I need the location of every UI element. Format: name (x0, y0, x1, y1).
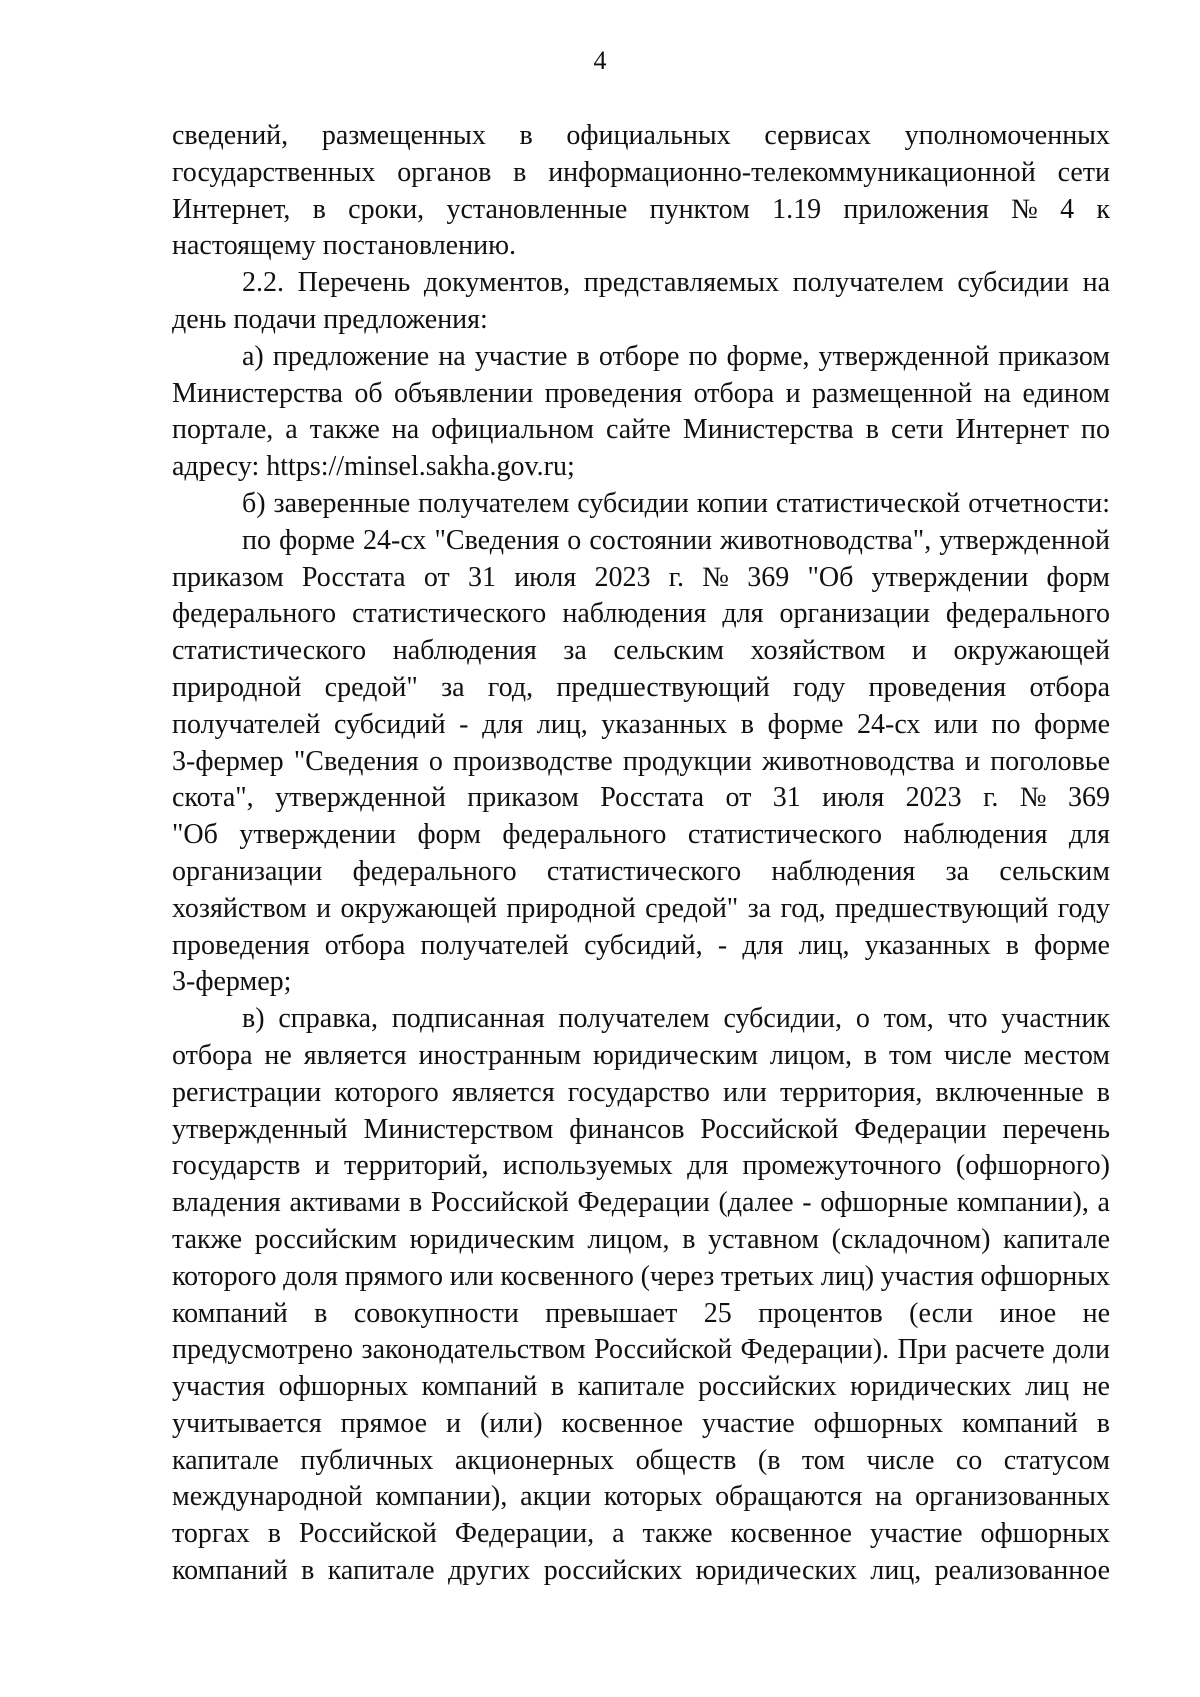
text-line: также российским юридическим лицом, в уставном (складочном) капитале (172, 1223, 1110, 1255)
text-line: предусмотрено законодательством Российской Федерации). При расчете доли (172, 1334, 1110, 1366)
text-line: утвержденный Министерством финансов Российской Федерации перечень (172, 1113, 1110, 1145)
text-line: 3-фермер "Сведения о производстве продукции животноводства и поголовье (172, 745, 1110, 777)
text-line: настоящему постановлению. (172, 230, 516, 262)
document-body (172, 118, 1110, 1590)
text-line: которого доля прямого или косвенного (через третьих лиц) участия офшорных (172, 1260, 1110, 1292)
text-line: б) заверенные получателем субсидии копии статистической отчетности: (242, 487, 1110, 519)
text-line: "Об утверждении форм федерального статистического наблюдения для (172, 819, 1110, 851)
text-line: по форме 24-сх "Сведения о состоянии животноводства", утвержденной (242, 524, 1110, 556)
text-line: 2.2. Перечень документов, представляемых получателем субсидии на (242, 267, 1110, 299)
text-line: Интернет, в сроки, установленные пунктом 1.19 приложения № 4 к (172, 193, 1110, 225)
text-line: хозяйством и окружающей природной средой" за год, предшествующий году (172, 892, 1110, 924)
text-line: природной средой" за год, предшествующий году проведения отбора (172, 671, 1110, 703)
text-line: отбора не является иностранным юридическим лицом, в том числе местом (172, 1039, 1110, 1071)
text-line: регистрации которого является государство или территория, включенные в (172, 1076, 1110, 1108)
text-line: компаний в капитале других российских юридических лиц, реализованное (172, 1555, 1110, 1587)
text-line: федерального статистического наблюдения для организации федерального (172, 598, 1110, 630)
text-line: торгах в Российской Федерации, а также косвенное участие офшорных (172, 1518, 1110, 1550)
text-line: статистического наблюдения за сельским хозяйством и окружающей (172, 635, 1110, 667)
text-line: государств и территорий, используемых для промежуточного (офшорного) (172, 1150, 1110, 1182)
text-line: капитале публичных акционерных обществ (в том числе со статусом (172, 1444, 1110, 1476)
text-line: государственных органов в информационно-телекоммуникационной сети (172, 156, 1110, 188)
text-line: участия офшорных компаний в капитале российских юридических лиц не (172, 1371, 1110, 1403)
page-number: 4 (593, 46, 607, 75)
text-line: скота", утвержденной приказом Росстата от 31 июля 2023 г. № 369 (172, 782, 1110, 814)
text-line: проведения отбора получателей субсидий, - для лиц, указанных в форме (172, 929, 1110, 961)
text-line: в) справка, подписанная получателем субсидии, о том, что участник (242, 1003, 1110, 1035)
text-line: а) предложение на участие в отборе по форме, утвержденной приказом (242, 340, 1110, 372)
text-line: приказом Росстата от 31 июля 2023 г. № 369 "Об утверждении форм (172, 561, 1110, 593)
text-line: компаний в совокупности превышает 25 процентов (если иное не (172, 1297, 1110, 1329)
text-line: адресу: https://minsel.sakha.gov.ru; (172, 451, 575, 483)
text-line: день подачи предложения: (172, 303, 488, 335)
text-line: организации федерального статистического наблюдения за сельским (172, 855, 1110, 887)
text-line: учитывается прямое и (или) косвенное участие офшорных компаний в (172, 1407, 1110, 1439)
text-line: сведений, размещенных в официальных сервисах уполномоченных (172, 120, 1110, 151)
text-line: 3-фермер; (172, 966, 292, 998)
text-line: международной компании), акции которых обращаются на организованных (172, 1481, 1110, 1513)
text-line: портале, а также на официальном сайте Министерства в сети Интернет по (172, 414, 1110, 446)
text-line: Министерства об объявлении проведения отбора и размещенной на едином (172, 377, 1110, 409)
text-line: владения активами в Российской Федерации (далее - офшорные компании), а (172, 1187, 1110, 1219)
text-line: получателей субсидий - для лиц, указанных в форме 24-сх или по форме (172, 708, 1110, 740)
